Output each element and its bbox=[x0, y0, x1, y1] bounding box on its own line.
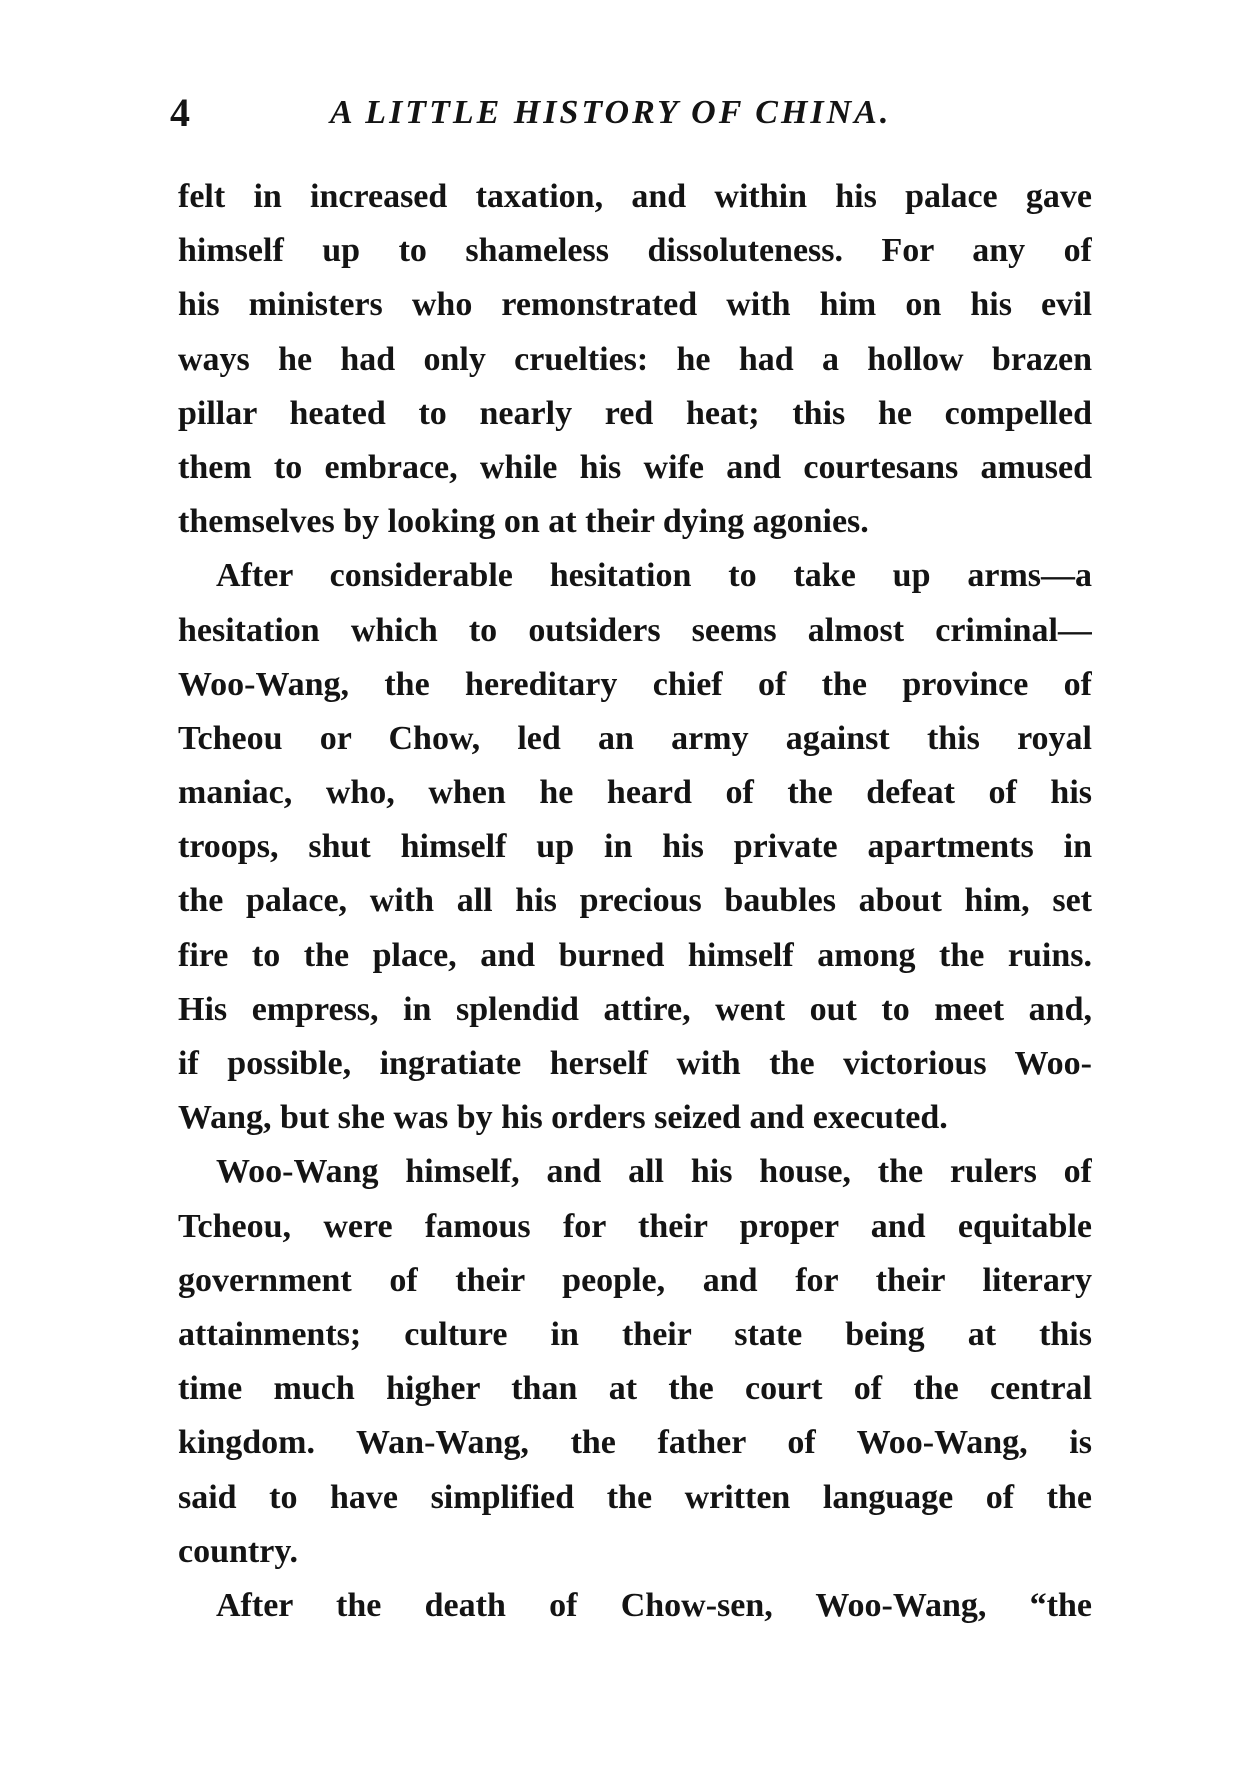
text-line: felt in increased taxation, and within his palace gave bbox=[178, 178, 1092, 215]
text-line: country. bbox=[178, 1532, 298, 1570]
text-line: Woo-Wang, the hereditary chief of the province of bbox=[178, 665, 1092, 703]
text-line: Tcheou or Chow, led an army against this royal bbox=[178, 719, 1092, 757]
page-number: 4 bbox=[170, 90, 190, 135]
text-line: maniac, who, when he heard of the defeat of his bbox=[178, 774, 1092, 812]
text-line: them to embrace, while his wife and courtesans amused bbox=[178, 448, 1092, 486]
paragraph bbox=[178, 170, 1092, 549]
text-line: After the death of Chow-sen, Woo-Wang, “the bbox=[216, 1586, 1092, 1624]
text-line: attainments; culture in their state being at this bbox=[178, 1315, 1092, 1353]
text-line: his ministers who remonstrated with him on his evil bbox=[178, 286, 1092, 324]
text-line: Wang, but she was by his orders seized and executed. bbox=[178, 1099, 948, 1137]
text-line: said to have simplified the written language of the bbox=[178, 1478, 1092, 1516]
paragraph bbox=[178, 1145, 1092, 1579]
text-line: pillar heated to nearly red heat; this he compelled bbox=[178, 394, 1092, 432]
text-line: the palace, with all his precious baubles about him, set bbox=[178, 882, 1092, 920]
text-line: After considerable hesitation to take up arms—a bbox=[216, 557, 1092, 595]
text-line: hesitation which to outsiders seems almost criminal— bbox=[178, 611, 1092, 649]
running-head bbox=[170, 88, 1090, 138]
text-line: government of their people, and for their literary bbox=[178, 1261, 1092, 1299]
text-line: himself up to shameless dissoluteness. For any of bbox=[178, 232, 1092, 270]
body-text bbox=[178, 170, 1092, 1633]
text-line: Tcheou, were famous for their proper and equitable bbox=[178, 1207, 1092, 1245]
paragraph bbox=[178, 1579, 1092, 1633]
text-line: if possible, ingratiate herself with the victorious Woo- bbox=[178, 1045, 1092, 1082]
text-line: Woo-Wang himself, and all his house, the rulers of bbox=[216, 1153, 1092, 1191]
paragraph bbox=[178, 549, 1092, 1145]
text-line: His empress, in splendid attire, went out to meet and, bbox=[178, 990, 1092, 1028]
text-line: kingdom. Wan-Wang, the father of Woo-Wang, is bbox=[178, 1424, 1092, 1462]
text-line: ways he had only cruelties: he had a hollow brazen bbox=[178, 340, 1092, 378]
text-line: time much higher than at the court of the central bbox=[178, 1370, 1092, 1408]
text-line: themselves by looking on at their dying agonies. bbox=[178, 503, 869, 541]
text-line: troops, shut himself up in his private apartments in bbox=[178, 828, 1092, 866]
running-title: A LITTLE HISTORY OF CHINA. bbox=[330, 94, 892, 131]
text-line: fire to the place, and burned himself among the ruins. bbox=[178, 936, 1092, 974]
